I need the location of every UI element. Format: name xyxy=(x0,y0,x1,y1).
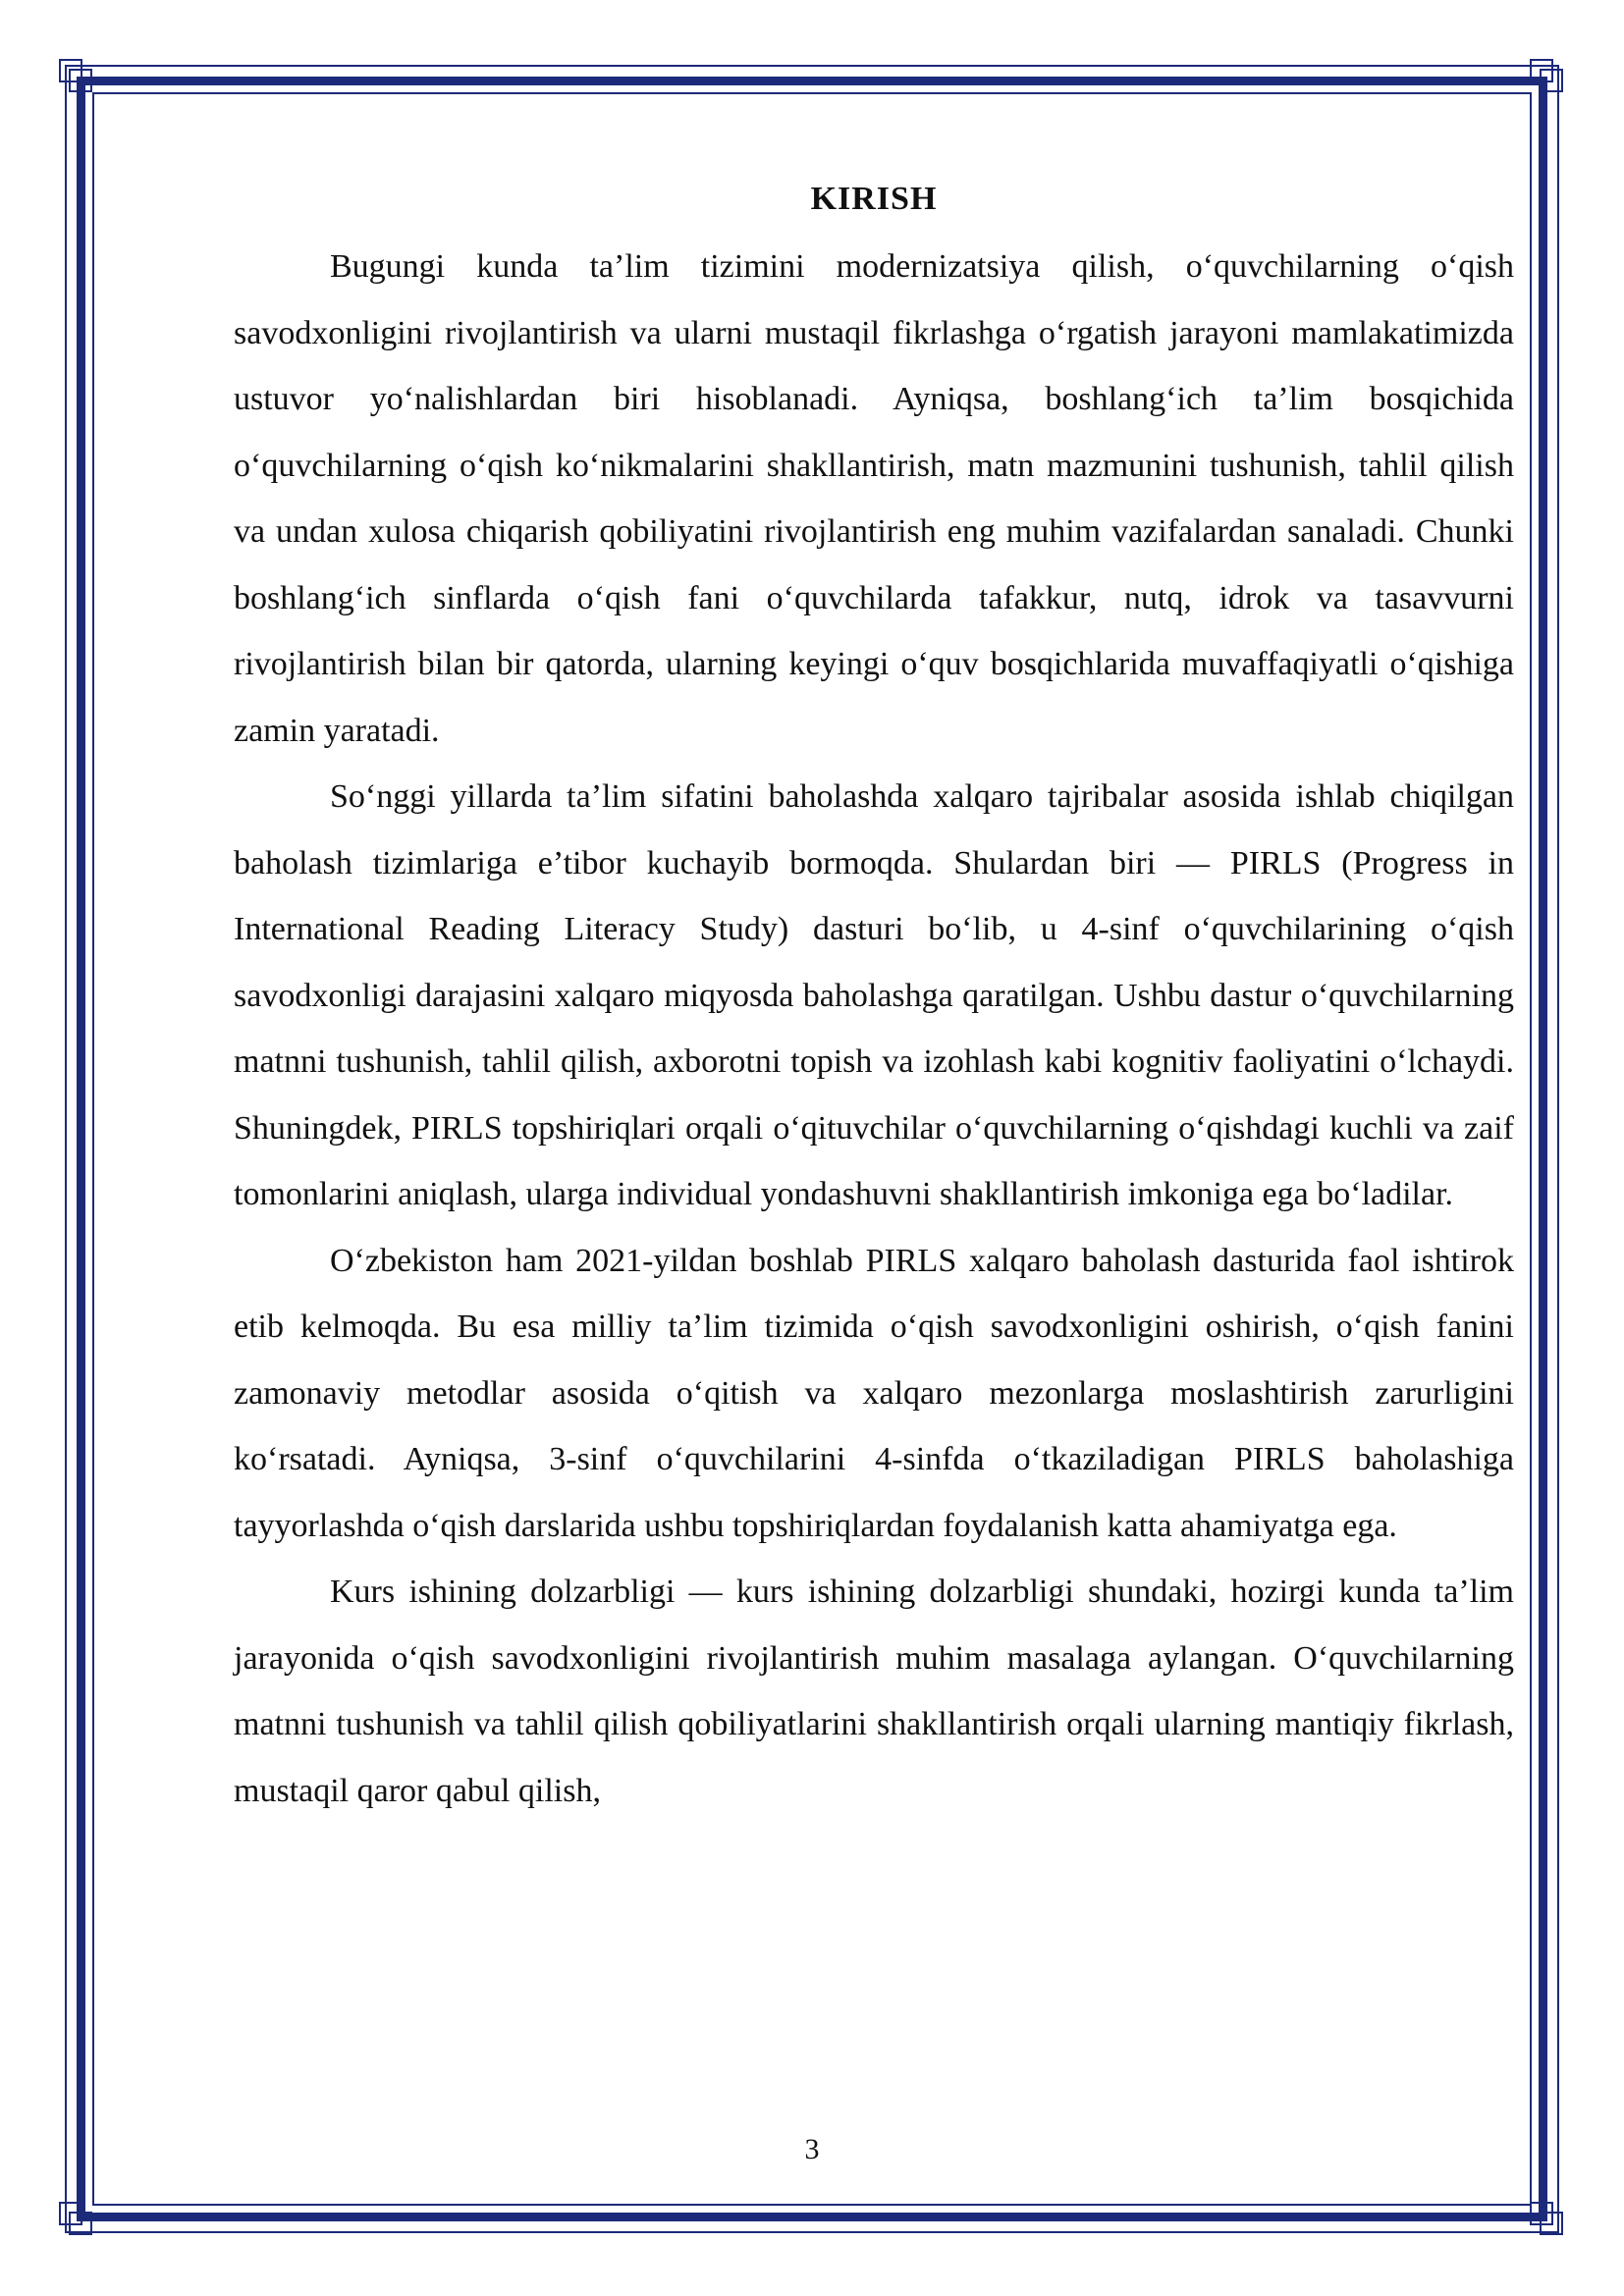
paragraph-1: Bugungi kunda ta’lim tizimini modernizatsiya qilish, o‘quvchilarning o‘qish savodxonligini rivojlantirish va ularni mustaqil fikrlashga o‘rgatish jarayoni mamlakatimizda ustuvor yo‘nalishlardan biri hisoblanadi. Ayniqsa, boshlang‘ich ta’lim bosqichida o‘quvchilarning o‘qish ko‘nikmalarini shakllantirish, matn mazmunini tushunish, tahlil qilish va undan xulosa chiqarish qobiliyatini rivojlantirish eng muhim vazifalardan sanaladi. Chunki boshlang‘ich sinflarda o‘qish fani o‘quvchilarda tafakkur, nutq, idrok va tasavvurni rivojlantirish bilan bir qatorda, ularning keyingi o‘quv bosqichlarida muvaffaqiyatli o‘qishiga zamin yaratadi. xyxy=(234,248,1514,749)
paragraph-4: Kurs ishining dolzarbligi — kurs ishining dolzarbligi shundaki, hozirgi kunda ta’lim jarayonida o‘qish savodxonligini rivojlantirish muhim masalaga aylangan. O‘quvchilarning matnni tushunish va tahlil qilish qobiliyatlarini shakllantirish orqali ularning mantiqiy fikrlash, mustaqil qaror qabul qilish, xyxy=(234,1574,1514,1809)
border-corner-ornament-bottom-left xyxy=(59,2202,94,2237)
border-corner-ornament-top-left xyxy=(59,59,94,94)
border-corner-ornament-top-right xyxy=(1530,59,1565,94)
paragraph-2: So‘nggi yillarda ta’lim sifatini baholashda xalqaro tajribalar asosida ishlab chiqilgan baholash tizimlariga e’tibor kuchayib bormoqda. Shulardan biri — PIRLS (Progress in International Reading Literacy Study) dasturi bo‘lib, u 4-sinf o‘quvchilarining o‘qish savodxonligi darajasini xalqaro miqyosda baholashga qaratilgan. Ushbu dastur o‘quvchilarning matnni tushunish, tahlil qilish, axborotni topish va izohlash kabi kognitiv faoliyatini o‘lchaydi. Shuningdek, PIRLS topshiriqlari orqali o‘qituvchilar o‘quvchilarning o‘qishdagi kuchli va zaif tomonlarini aniqlash, ularga individual yondashuvni shakllantirish imkoniga ega bo‘ladilar. xyxy=(234,778,1514,1212)
paragraph-3: O‘zbekiston ham 2021-yildan boshlab PIRLS xalqaro baholash dasturida faol ishtirok etib kelmoqda. Bu esa milliy ta’lim tizimida o‘qish savodxonligini oshirish, o‘qish fanini zamonaviy metodlar asosida o‘qitish va xalqaro mezonlarga moslashtirish zarurligini ko‘rsatadi. Ayniqsa, 3-sinf o‘quvchilarini 4-sinfda o‘tkaziladigan PIRLS baholashiga tayyorlashda o‘qish darslarida ushbu topshiriqlardan foydalanish katta ahamiyatga ega. xyxy=(234,1242,1514,1544)
section-title: KIRISH xyxy=(810,181,938,217)
page-number: 3 xyxy=(804,2133,820,2165)
document-body xyxy=(234,175,1514,1824)
border-corner-ornament-bottom-right xyxy=(1530,2202,1565,2237)
